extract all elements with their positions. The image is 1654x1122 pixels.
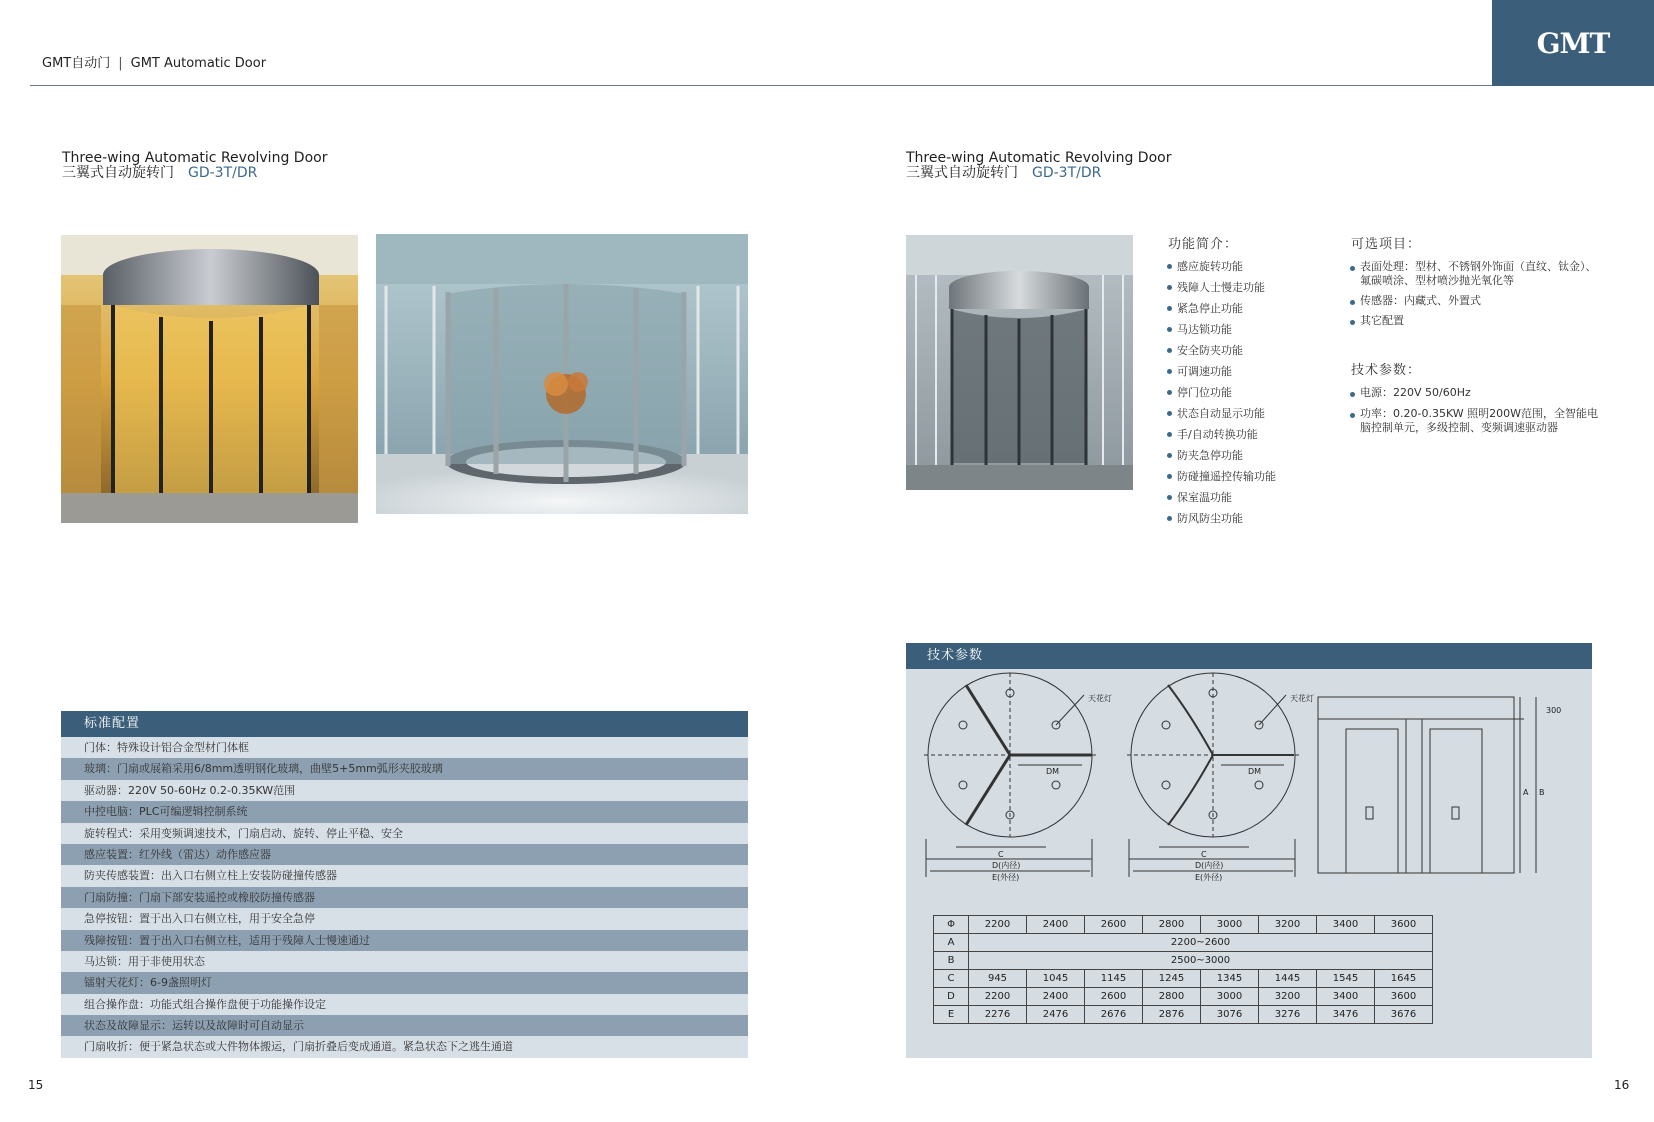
table-cell: 1045: [1027, 970, 1085, 988]
table-row-label: D: [934, 988, 969, 1006]
right-title-cn: 三翼式自动旋转门: [906, 165, 1018, 181]
table-row-label: E: [934, 1006, 969, 1024]
page-number-right: 16: [1614, 1078, 1630, 1092]
table-cell: 2200~2600: [969, 934, 1433, 952]
brand-cn: GMT自动门: [42, 56, 111, 71]
config-row: 组合操作盘：功能式组合操作盘便于功能操作设定: [61, 994, 748, 1015]
header-separator: |: [118, 56, 123, 71]
table-cell: 3400: [1317, 988, 1375, 1006]
config-row: 防夹传感装置：出入口右侧立柱上安装防碰撞传感器: [61, 865, 748, 886]
header-divider: [30, 85, 1654, 86]
revolving-door-photo-night: [61, 235, 358, 523]
table-col-header: 3400: [1317, 916, 1375, 934]
features-heading: 功能简介：: [1168, 237, 1239, 252]
option-item: 传感器：内藏式、外置式: [1350, 294, 1600, 308]
config-row: 急停按钮：置于出入口右侧立柱，用于安全急停: [61, 908, 748, 929]
feature-item: 安全防夹功能: [1167, 340, 1307, 361]
feature-item: 手/自动转换功能: [1167, 424, 1307, 445]
gmt-logo: GMT: [1492, 0, 1654, 86]
left-model-code: GD-3T/DR: [188, 165, 258, 181]
e-outer-label: E(外径): [1195, 873, 1223, 882]
features-list: [1167, 256, 1307, 529]
feature-item: 保室温功能: [1167, 487, 1307, 508]
dm-label: DM: [1248, 767, 1262, 776]
table-cell: 3476: [1317, 1006, 1375, 1024]
table-col-header: 3600: [1375, 916, 1433, 934]
options-list: [1350, 260, 1600, 328]
table-cell: 2676: [1085, 1006, 1143, 1024]
spec-table: [933, 915, 1433, 1024]
tech-params-list: [1350, 386, 1600, 435]
tech-spec-panel: [906, 643, 1592, 1058]
dim-a-label: A: [1523, 788, 1529, 797]
table-cell: 3276: [1259, 1006, 1317, 1024]
c-label: C: [998, 850, 1004, 859]
table-row-label: B: [934, 952, 969, 970]
config-row: 门扇防撞：门扇下部安装遥控或橡胶防撞传感器: [61, 887, 748, 908]
revolving-door-photo-entrance: [906, 235, 1133, 490]
right-product-title: [906, 151, 1171, 181]
dm-label: DM: [1046, 767, 1060, 776]
table-col-header: 2400: [1027, 916, 1085, 934]
feature-item: 紧急停止功能: [1167, 298, 1307, 319]
ceiling-light-label: 天花灯: [1290, 694, 1314, 703]
config-row: 门扇收折：便于紧急状态或大件物体搬运，门扇折叠后变成通道。紧急状态下之逃生通道: [61, 1036, 748, 1057]
d-inner-label: D(内径): [992, 861, 1021, 870]
dim-300-label: 300: [1546, 706, 1562, 715]
config-row: 残障按钮：置于出入口右侧立柱，适用于残障人士慢速通过: [61, 930, 748, 951]
option-item: 表面处理：型材、不锈钢外饰面（直纹、钛金）、氟碳喷涂、型材喷沙抛光氧化等: [1350, 260, 1600, 288]
feature-item: 可调速功能: [1167, 361, 1307, 382]
config-row: 镭射天花灯：6-9盏照明灯: [61, 972, 748, 993]
table-cell: 1345: [1201, 970, 1259, 988]
config-row: 旋转程式：采用变频调速技术，门扇启动、旋转、停止平稳、安全: [61, 823, 748, 844]
table-cell: 3600: [1375, 988, 1433, 1006]
table-cell: 3200: [1259, 988, 1317, 1006]
options-heading: 可选项目：: [1351, 237, 1422, 252]
feature-item: 停门位功能: [1167, 382, 1307, 403]
table-row-label: C: [934, 970, 969, 988]
config-row: 玻璃：门扇或展箱采用6/8mm透明钢化玻璃，曲壁5+5mm弧形夹胶玻璃: [61, 758, 748, 779]
feature-item: 防风防尘功能: [1167, 508, 1307, 529]
right-model-code: GD-3T/DR: [1032, 165, 1102, 181]
config-row: 马达锁：用于非使用状态: [61, 951, 748, 972]
table-cell: 2276: [969, 1006, 1027, 1024]
revolving-door-photo-lobby: [376, 234, 748, 514]
left-title-en: Three-wing Automatic Revolving Door: [62, 150, 328, 166]
table-col-header: 3000: [1201, 916, 1259, 934]
table-cell: 2500~3000: [969, 952, 1433, 970]
brand-en: GMT Automatic Door: [130, 56, 267, 71]
config-row: 门体：特殊设计铝合金型材门体框: [61, 737, 748, 758]
config-row: 状态及故障显示：运转以及故障时可自动显示: [61, 1015, 748, 1036]
tech-param-item: 功率：0.20-0.35KW 照明200W范围，全智能电脑控制单元，多级控制、变频调速驱动器: [1350, 407, 1600, 435]
table-cell: 1645: [1375, 970, 1433, 988]
table-cell: 1145: [1085, 970, 1143, 988]
tech-params-heading: 技术参数：: [1351, 363, 1422, 378]
left-product-title: [62, 151, 327, 181]
table-cell: 2600: [1085, 988, 1143, 1006]
table-cell: 945: [969, 970, 1027, 988]
table-cell: 1445: [1259, 970, 1317, 988]
right-title-en: Three-wing Automatic Revolving Door: [906, 150, 1172, 166]
config-row: 中控电脑：PLC可编逻辑控制系统: [61, 801, 748, 822]
table-col-header: 2200: [969, 916, 1027, 934]
dim-b-label: B: [1539, 788, 1545, 797]
table-cell: 3076: [1201, 1006, 1259, 1024]
standard-config-panel: [61, 711, 748, 1058]
table-header-phi: Φ: [934, 916, 969, 934]
page-number-left: 15: [28, 1078, 44, 1092]
table-col-header: 3200: [1259, 916, 1317, 934]
table-cell: 2800: [1143, 988, 1201, 1006]
feature-item: 状态自动显示功能: [1167, 403, 1307, 424]
left-title-cn: 三翼式自动旋转门: [62, 165, 174, 181]
table-cell: 3000: [1201, 988, 1259, 1006]
config-row: 感应装置：红外线（雷达）动作感应器: [61, 844, 748, 865]
table-cell: 2200: [969, 988, 1027, 1006]
table-cell: 1545: [1317, 970, 1375, 988]
feature-item: 感应旋转功能: [1167, 256, 1307, 277]
feature-item: 马达锁功能: [1167, 319, 1307, 340]
c-label: C: [1201, 850, 1207, 859]
table-cell: 2476: [1027, 1006, 1085, 1024]
table-cell: 3676: [1375, 1006, 1433, 1024]
table-cell: 1245: [1143, 970, 1201, 988]
d-inner-label: D(内径): [1195, 861, 1224, 870]
tech-param-item: 电源：220V 50/60Hz: [1350, 386, 1600, 400]
table-cell: 2876: [1143, 1006, 1201, 1024]
feature-item: 防夹急停功能: [1167, 445, 1307, 466]
standard-config-heading: 标准配置: [61, 711, 748, 737]
table-col-header: 2600: [1085, 916, 1143, 934]
table-row-label: A: [934, 934, 969, 952]
header-brand: [42, 52, 266, 71]
e-outer-label: E(外径): [992, 873, 1020, 882]
feature-item: 防碰撞遥控传输功能: [1167, 466, 1307, 487]
feature-item: 残障人士慢走功能: [1167, 277, 1307, 298]
revolving-door-plan-diagrams: [906, 669, 1592, 909]
ceiling-light-label: 天花灯: [1088, 694, 1112, 703]
table-col-header: 2800: [1143, 916, 1201, 934]
tech-panel-heading: 技术参数: [906, 643, 1592, 669]
option-item: 其它配置: [1350, 314, 1600, 328]
table-cell: 2400: [1027, 988, 1085, 1006]
config-row: 驱动器：220V 50-60Hz 0.2-0.35KW范围: [61, 780, 748, 801]
